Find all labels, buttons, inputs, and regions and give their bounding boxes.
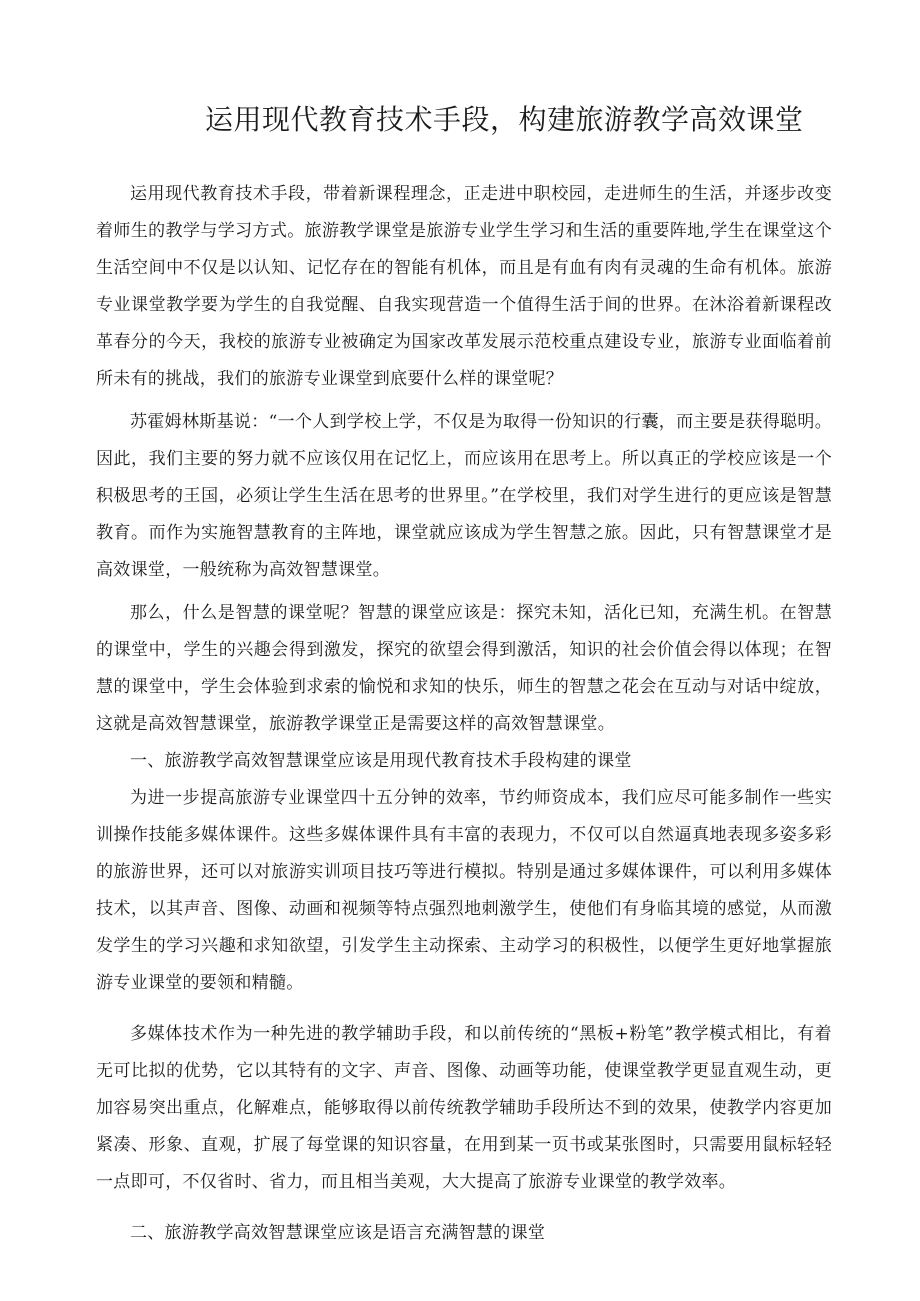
- paragraph-wisdom-classroom: 那么，什么是智慧的课堂呢？智慧的课堂应该是：探究未知，活化已知，充满生机。在智慧的课堂中，学生的兴趣会得到激发，探究的欲望会得到激活，知识的社会价值会得以体现；在智慧的课堂中，学生会体验到求索的愉悦和求知的快乐，师生的智慧之花会在互动与对话中绽放，这就是高效智慧课堂，旅游教学课堂正是需要这样的高效智慧课堂。: [96, 603, 832, 734]
- section-heading-2: 二、旅游教学高效智慧课堂应该是语言充满智慧的课堂: [130, 1223, 546, 1243]
- paragraph-multimedia-advantages: 多媒体技术作为一种先进的教学辅助手段，和以前传统的“黑板+粉笔”教学模式相比，有着无可比拟的优势，它以其特有的文字、声音、图像、动画等功能，使课堂教学更显直观生动，更加容易突出重点，化解难点，能够取得以前传统教学辅助手段所达不到的效果，使教学内容更加紧凑、形象、直观，扩展了每堂课的知识容量，在用到某一页书或某张图时，只需要用鼠标轻轻一点即可，不仅省时、省力，而且相当美观，大大提高了旅游专业课堂的教学效率。: [96, 1024, 832, 1192]
- paragraph-multimedia-courseware: 为进一步提高旅游专业课堂四十五分钟的效率，节约师资成本，我们应尽可能多制作一些实训操作技能多媒体课件。这些多媒体课件具有丰富的表现力，不仅可以自然逼真地表现多姿多彩的旅游世界，还可以对旅游实训项目技巧等进行模拟。特别是通过多媒体课件，可以利用多媒体技术，以其声音、图像、动画和视频等特点强烈地刺激学生，使他们有身临其境的感觉，从而激发学生的学习兴趣和求知欲望，引发学生主动探索、主动学习的积极性，以便学生更好地掌握旅游专业课堂的要领和精髓。: [96, 788, 832, 993]
- paragraph-quote: 苏霍姆林斯基说：“一个人到学校上学，不仅是为取得一份知识的行囊，而主要是获得聪明。因此，我们主要的努力就不应该仅用在记忆上，而应该用在思考上。所以真正的学校应该是一个积极思考的王国，必须让学生生活在思考的世界里。”在学校里，我们对学生进行的更应该是智慧教育。而作为实施智慧教育的主阵地，课堂就应该成为学生智慧之旅。因此，只有智慧课堂才是高效课堂，一般统称为高效智慧课堂。: [96, 412, 832, 580]
- document-body: [96, 176, 832, 1252]
- section-heading-1: 一、旅游教学高效智慧课堂应该是用现代教育技术手段构建的课堂: [130, 751, 632, 771]
- document-title: 运用现代教育技术手段，构建旅游教学高效课堂: [205, 103, 804, 136]
- paragraph-intro: 运用现代教育技术手段，带着新课程理念，正走进中职校园，走进师生的生活，并逐步改变着师生的教学与学习方式。旅游教学课堂是旅游专业学生学习和生活的重要阵地,学生在课堂这个生活空间中不仅是以认知、记忆存在的智能有机体，而且是有血有肉有灵魂的生命有机体。旅游专业课堂教学要为学生的自我觉醒、自我实现营造一个值得生活于间的世界。在沐浴着新课程改革春分的今天，我校的旅游专业被确定为国家改革发展示范校重点建设专业，旅游专业面临着前所未有的挑战，我们的旅游专业课堂到底要什么样的课堂呢？: [96, 184, 832, 389]
